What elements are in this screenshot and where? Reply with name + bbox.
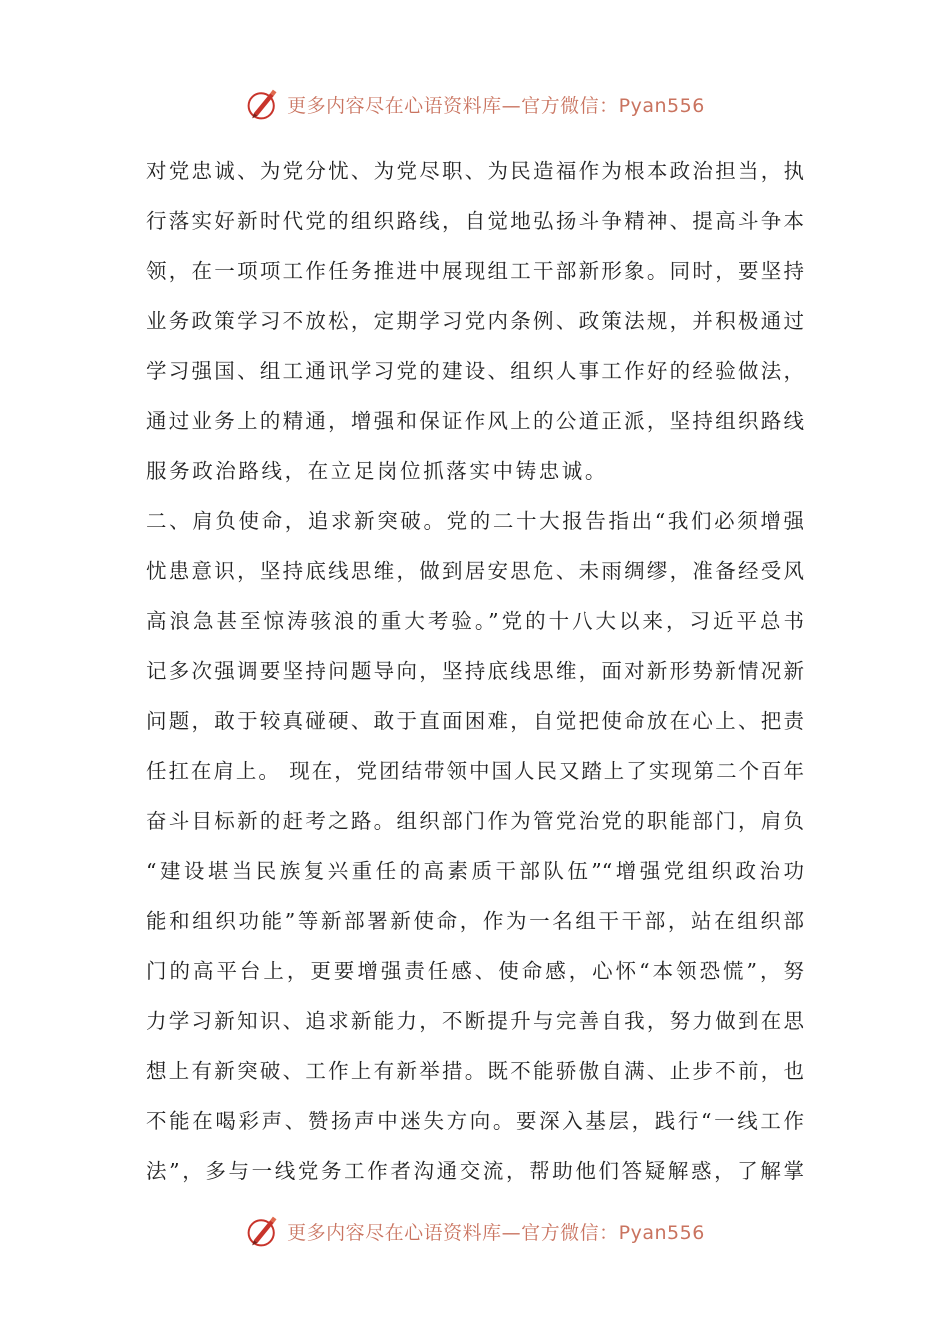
header-banner	[0, 84, 950, 124]
text-line: 记多次强调要坚持问题导向，坚持底线思维，面对新形势新情况新	[146, 659, 804, 683]
text-line: 门的高平台上，更要增强责任感、使命感，心怀“本领恐慌”，努	[146, 959, 804, 983]
banner-text: 更多内容尽在心语资料库—官方微信：Pyan556	[287, 94, 705, 117]
text-line: 任扛在肩上。 现在，党团结带领中国人民又踏上了实现第二个百年	[146, 759, 804, 783]
pen-writing-icon	[245, 1213, 281, 1249]
text-line: 不能在喝彩声、赞扬声中迷失方向。要深入基层，践行“一线工作	[146, 1109, 804, 1133]
pen-writing-icon	[245, 86, 281, 122]
text-line: 想上有新突破、工作上有新举措。既不能骄傲自满、止步不前，也	[146, 1059, 804, 1083]
text-line: 奋斗目标新的赶考之路。组织部门作为管党治党的职能部门，肩负	[146, 809, 804, 833]
text-line: 业务政策学习不放松，定期学习党内条例、政策法规，并积极通过	[146, 309, 804, 333]
text-line: 行落实好新时代党的组织路线，自觉地弘扬斗争精神、提高斗争本	[146, 209, 804, 233]
text-line: 学习强国、组工通讯学习党的建设、组织人事工作好的经验做法，	[146, 359, 804, 383]
banner-text: 更多内容尽在心语资料库—官方微信：Pyan556	[287, 1221, 705, 1244]
text-line: 力学习新知识、追求新能力，不断提升与完善自我，努力做到在思	[146, 1009, 804, 1033]
text-line: 能和组织功能”等新部署新使命，作为一名组干干部，站在组织部	[146, 909, 804, 933]
text-line: 对党忠诚、为党分忧、为党尽职、为民造福作为根本政治担当，执	[146, 159, 804, 183]
footer-banner	[0, 1211, 950, 1251]
text-line: “建设堪当民族复兴重任的高素质干部队伍”“增强党组织政治功	[146, 859, 804, 883]
text-line: 通过业务上的精通，增强和保证作风上的公道正派，坚持组织路线	[146, 409, 804, 433]
text-line: 忧患意识，坚持底线思维，做到居安思危、未雨绸缪，准备经受风	[146, 559, 804, 583]
text-line: 高浪急甚至惊涛骇浪的重大考验。”党的十八大以来，习近平总书	[146, 609, 804, 633]
document-body	[146, 146, 804, 1196]
text-line: 问题，敢于较真碰硬、敢于直面困难，自觉把使命放在心上、把责	[146, 709, 804, 733]
section-heading-line: 二、肩负使命，追求新突破。党的二十大报告指出“我们必须增强	[146, 509, 804, 533]
text-line: 领，在一项项工作任务推进中展现组工干部新形象。同时，要坚持	[146, 259, 804, 283]
text-line: 服务政治路线，在立足岗位抓落实中铸忠诚。	[146, 459, 608, 483]
text-line: 法”，多与一线党务工作者沟通交流，帮助他们答疑解惑，了解掌	[146, 1159, 804, 1183]
